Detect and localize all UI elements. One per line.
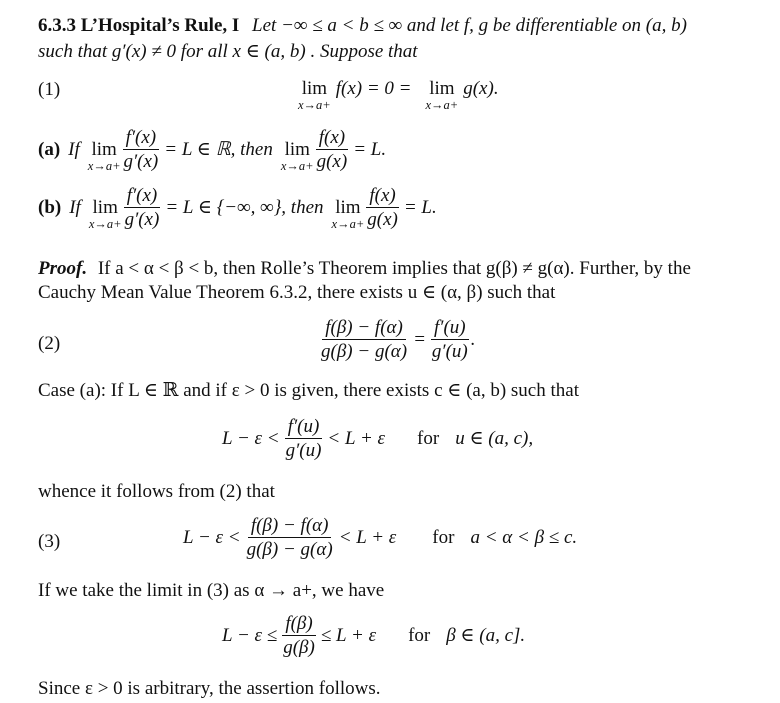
ineq1-condition: u ∈ (a, c), [455, 428, 534, 449]
eq2-fraction-left: $\frac{f(\beta) - f(\alpha)}{g(\beta) - g(\alpha)}$ [321, 317, 408, 362]
inequality-1 [222, 417, 533, 460]
eq1 [298, 79, 499, 112]
ineq2-fraction: $\frac{f(\beta)}{g(\beta)}$ [283, 613, 315, 658]
part-a [38, 126, 386, 173]
eq1-right-fn: g(x). [463, 78, 499, 99]
eq1-left-fn: f(x) = 0 = [335, 78, 412, 99]
proof-word: Proof. [38, 258, 88, 279]
ineq2-condition: β ∈ (a, c]. [446, 625, 526, 646]
limit-line-text: If we take the limit in (3) as α → a+, we have [38, 580, 385, 601]
ineq2-left: L − ε ≤ [222, 625, 278, 646]
eq3-left: L − ε < [183, 527, 241, 548]
part-a-limit: lim x→a+ [87, 139, 121, 173]
part-a-mid: = L ∈ ℝ, then [164, 138, 273, 160]
eq2-end: . [470, 329, 476, 350]
theorem-heading [38, 16, 687, 35]
eq3 [183, 516, 577, 559]
conclusion-text: Since ε > 0 is arbitrary, the assertion follows. [38, 678, 381, 699]
part-b-limit: lim x→a+ [88, 197, 122, 231]
part-b [38, 184, 437, 231]
eq3-for: for [432, 527, 455, 548]
part-b-end: = L. [403, 196, 437, 218]
part-b-fraction: $\frac{f'(x)}{g'(x)}$ [124, 184, 160, 230]
eq3-label: (3) [38, 531, 61, 552]
inequality-2 [222, 614, 525, 657]
whence-text: whence it follows from (2) that [38, 481, 275, 502]
eq3-condition: a < α < β ≤ c. [470, 527, 578, 548]
proof-text-1: If a < α < β < b, then Rolle’s Theorem implies that g(β) ≠ g(α). Further, by the [97, 258, 691, 279]
part-b-if: If [69, 196, 81, 218]
eq1-limit-right: lim x→a+ [425, 78, 459, 112]
eq2-equals: = [413, 329, 426, 350]
part-a-if: If [68, 138, 80, 160]
eq3-right: < L + ε [338, 527, 397, 548]
eq1-limit-left: lim x→a+ [298, 78, 331, 112]
eq2-label: (2) [38, 333, 61, 354]
proof-line1 [38, 259, 691, 278]
theorem-title: 6.3.3 L’Hospital’s Rule, I [38, 15, 240, 36]
eq2-fraction-right: $\frac{f'(u)}{g'(u)}$ [431, 317, 468, 362]
part-a-limit-2: lim x→a+ [280, 139, 314, 173]
eq1-label: (1) [38, 79, 61, 100]
proof-line2: Cauchy Mean Value Theorem 6.3.2, there exists u ∈ (α, β) such that [38, 282, 556, 303]
part-b-label: (b) [38, 196, 62, 218]
eq2 [318, 318, 475, 361]
theorem-intro-line1: Let −∞ ≤ a < b ≤ ∞ and let f, g be differentiable on (a, b) [252, 15, 687, 36]
ineq2-for: for [408, 625, 431, 646]
ineq1-for: for [417, 428, 440, 449]
part-b-fraction-2: $\frac{f(x)}{g(x)}$ [367, 184, 398, 230]
ineq1-left: L − ε < [222, 428, 280, 449]
part-a-label: (a) [38, 138, 61, 160]
part-a-end: = L. [353, 138, 387, 160]
ineq1-right: < L + ε [327, 428, 386, 449]
ineq2-right: ≤ L + ε [320, 625, 377, 646]
part-a-fraction-2: $\frac{f(x)}{g(x)}$ [316, 126, 348, 172]
part-b-mid: = L ∈ {−∞, ∞}, then [165, 196, 324, 218]
case-a-text: Case (a): If L ∈ ℝ and if ε > 0 is given, there exists c ∈ (a, b) such that [38, 380, 579, 401]
part-a-fraction: $\frac{f'(x)}{g'(x)}$ [123, 126, 159, 172]
theorem-intro-line2: such that g′(x) ≠ 0 for all x ∈ (a, b) . Suppose that [38, 41, 418, 62]
ineq1-fraction: $\frac{f'(u)}{g'(u)}$ [285, 416, 322, 461]
part-b-limit-2: lim x→a+ [331, 197, 365, 231]
eq3-fraction: $\frac{f(\beta) - f(\alpha)}{g(\beta) - g(\alpha)}$ [246, 515, 333, 560]
